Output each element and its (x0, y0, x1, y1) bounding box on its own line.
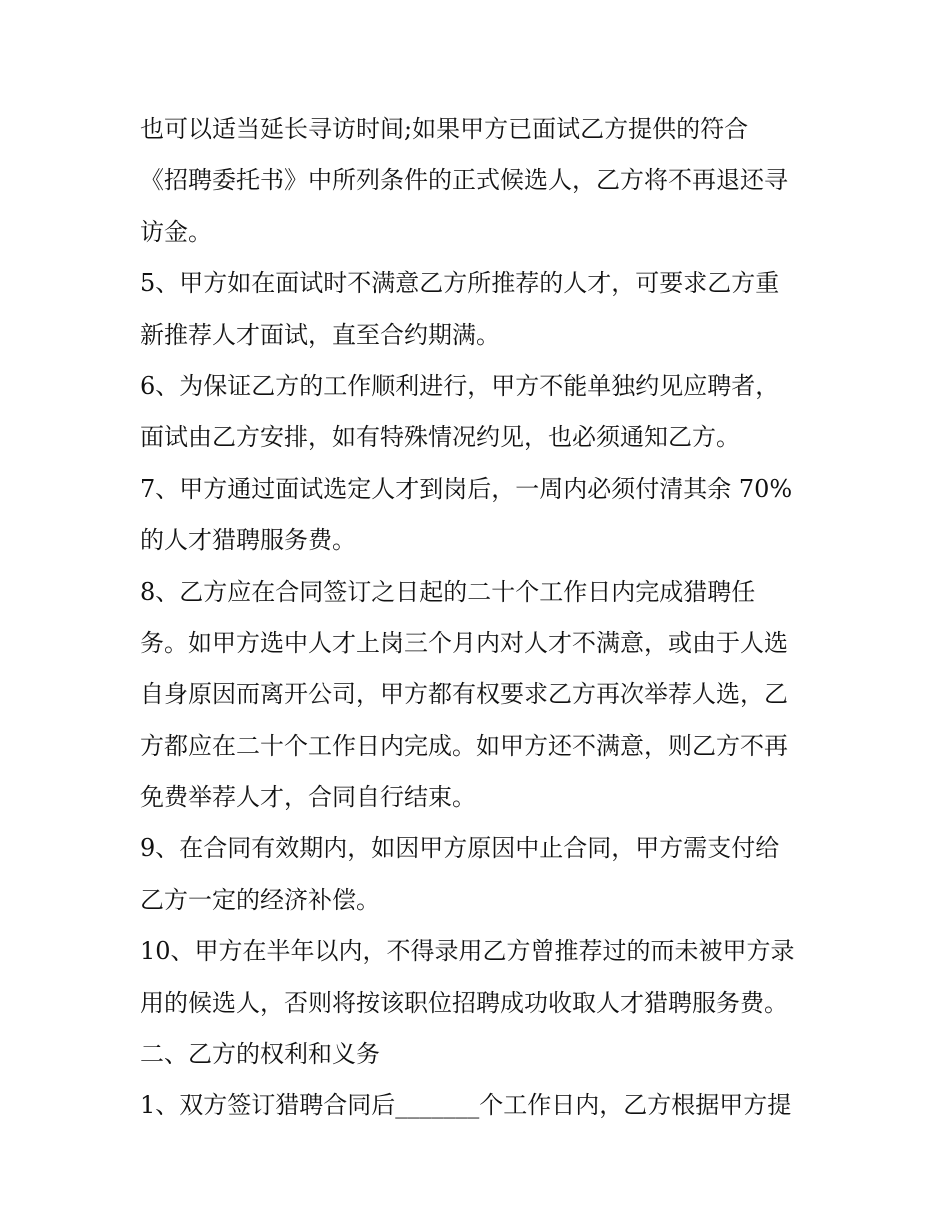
text-line: 新推荐人才面试，直至合约期满。 (140, 320, 500, 349)
section-heading: 二、乙方的权利和义务 (140, 1040, 380, 1069)
text-line: 乙方一定的经济补偿。 (140, 885, 380, 914)
clause-10-line: 10、甲方在半年以内，不得录用乙方曾推荐过的而未被甲方录 (140, 937, 795, 966)
text-line: 访金。 (140, 217, 212, 246)
text-line: 方都应在二十个工作日内完成。如甲方还不满意，则乙方不再 (140, 731, 788, 760)
text-line: 面试由乙方安排，如有特殊情况约见，也必须通知乙方。 (140, 423, 740, 452)
text-line: 务。如甲方选中人才上岗三个月内对人才不满意，或由于人选 (140, 628, 788, 657)
clause-1-line: 1、双方签订猎聘合同后_______个工作日内，乙方根据甲方提 (140, 1091, 792, 1120)
text-line: 也可以适当延长寻访时间;如果甲方已面试乙方提供的符合 (140, 115, 749, 143)
text-line: 自身原因而离开公司，甲方都有权要求乙方再次举荐人选，乙 (140, 680, 788, 709)
clause-6-line: 6、为保证乙方的工作顺利进行，甲方不能单独约见应聘者， (140, 371, 780, 400)
clause-7-line: 7、甲方通过面试选定人才到岗后，一周内必须付清其余 70% (140, 474, 793, 503)
text-line: 免费举荐人才，合同自行结束。 (140, 783, 476, 812)
text-line: 的人才猎聘服务费。 (140, 526, 356, 555)
clause-9-line: 9、在合同有效期内，如因甲方原因中止合同，甲方需支付给 (140, 834, 780, 863)
document-body (140, 104, 820, 1132)
text-line: 《招聘委托书》中所列条件的正式候选人，乙方将不再退还寻 (140, 166, 788, 195)
clause-8-line: 8、乙方应在合同签订之日起的二十个工作日内完成猎聘任 (140, 577, 756, 606)
text-line: 用的候选人，否则将按该职位招聘成功收取人才猎聘服务费。 (140, 988, 788, 1017)
clause-5-line: 5、甲方如在面试时不满意乙方所推荐的人才，可要求乙方重 (140, 269, 780, 298)
